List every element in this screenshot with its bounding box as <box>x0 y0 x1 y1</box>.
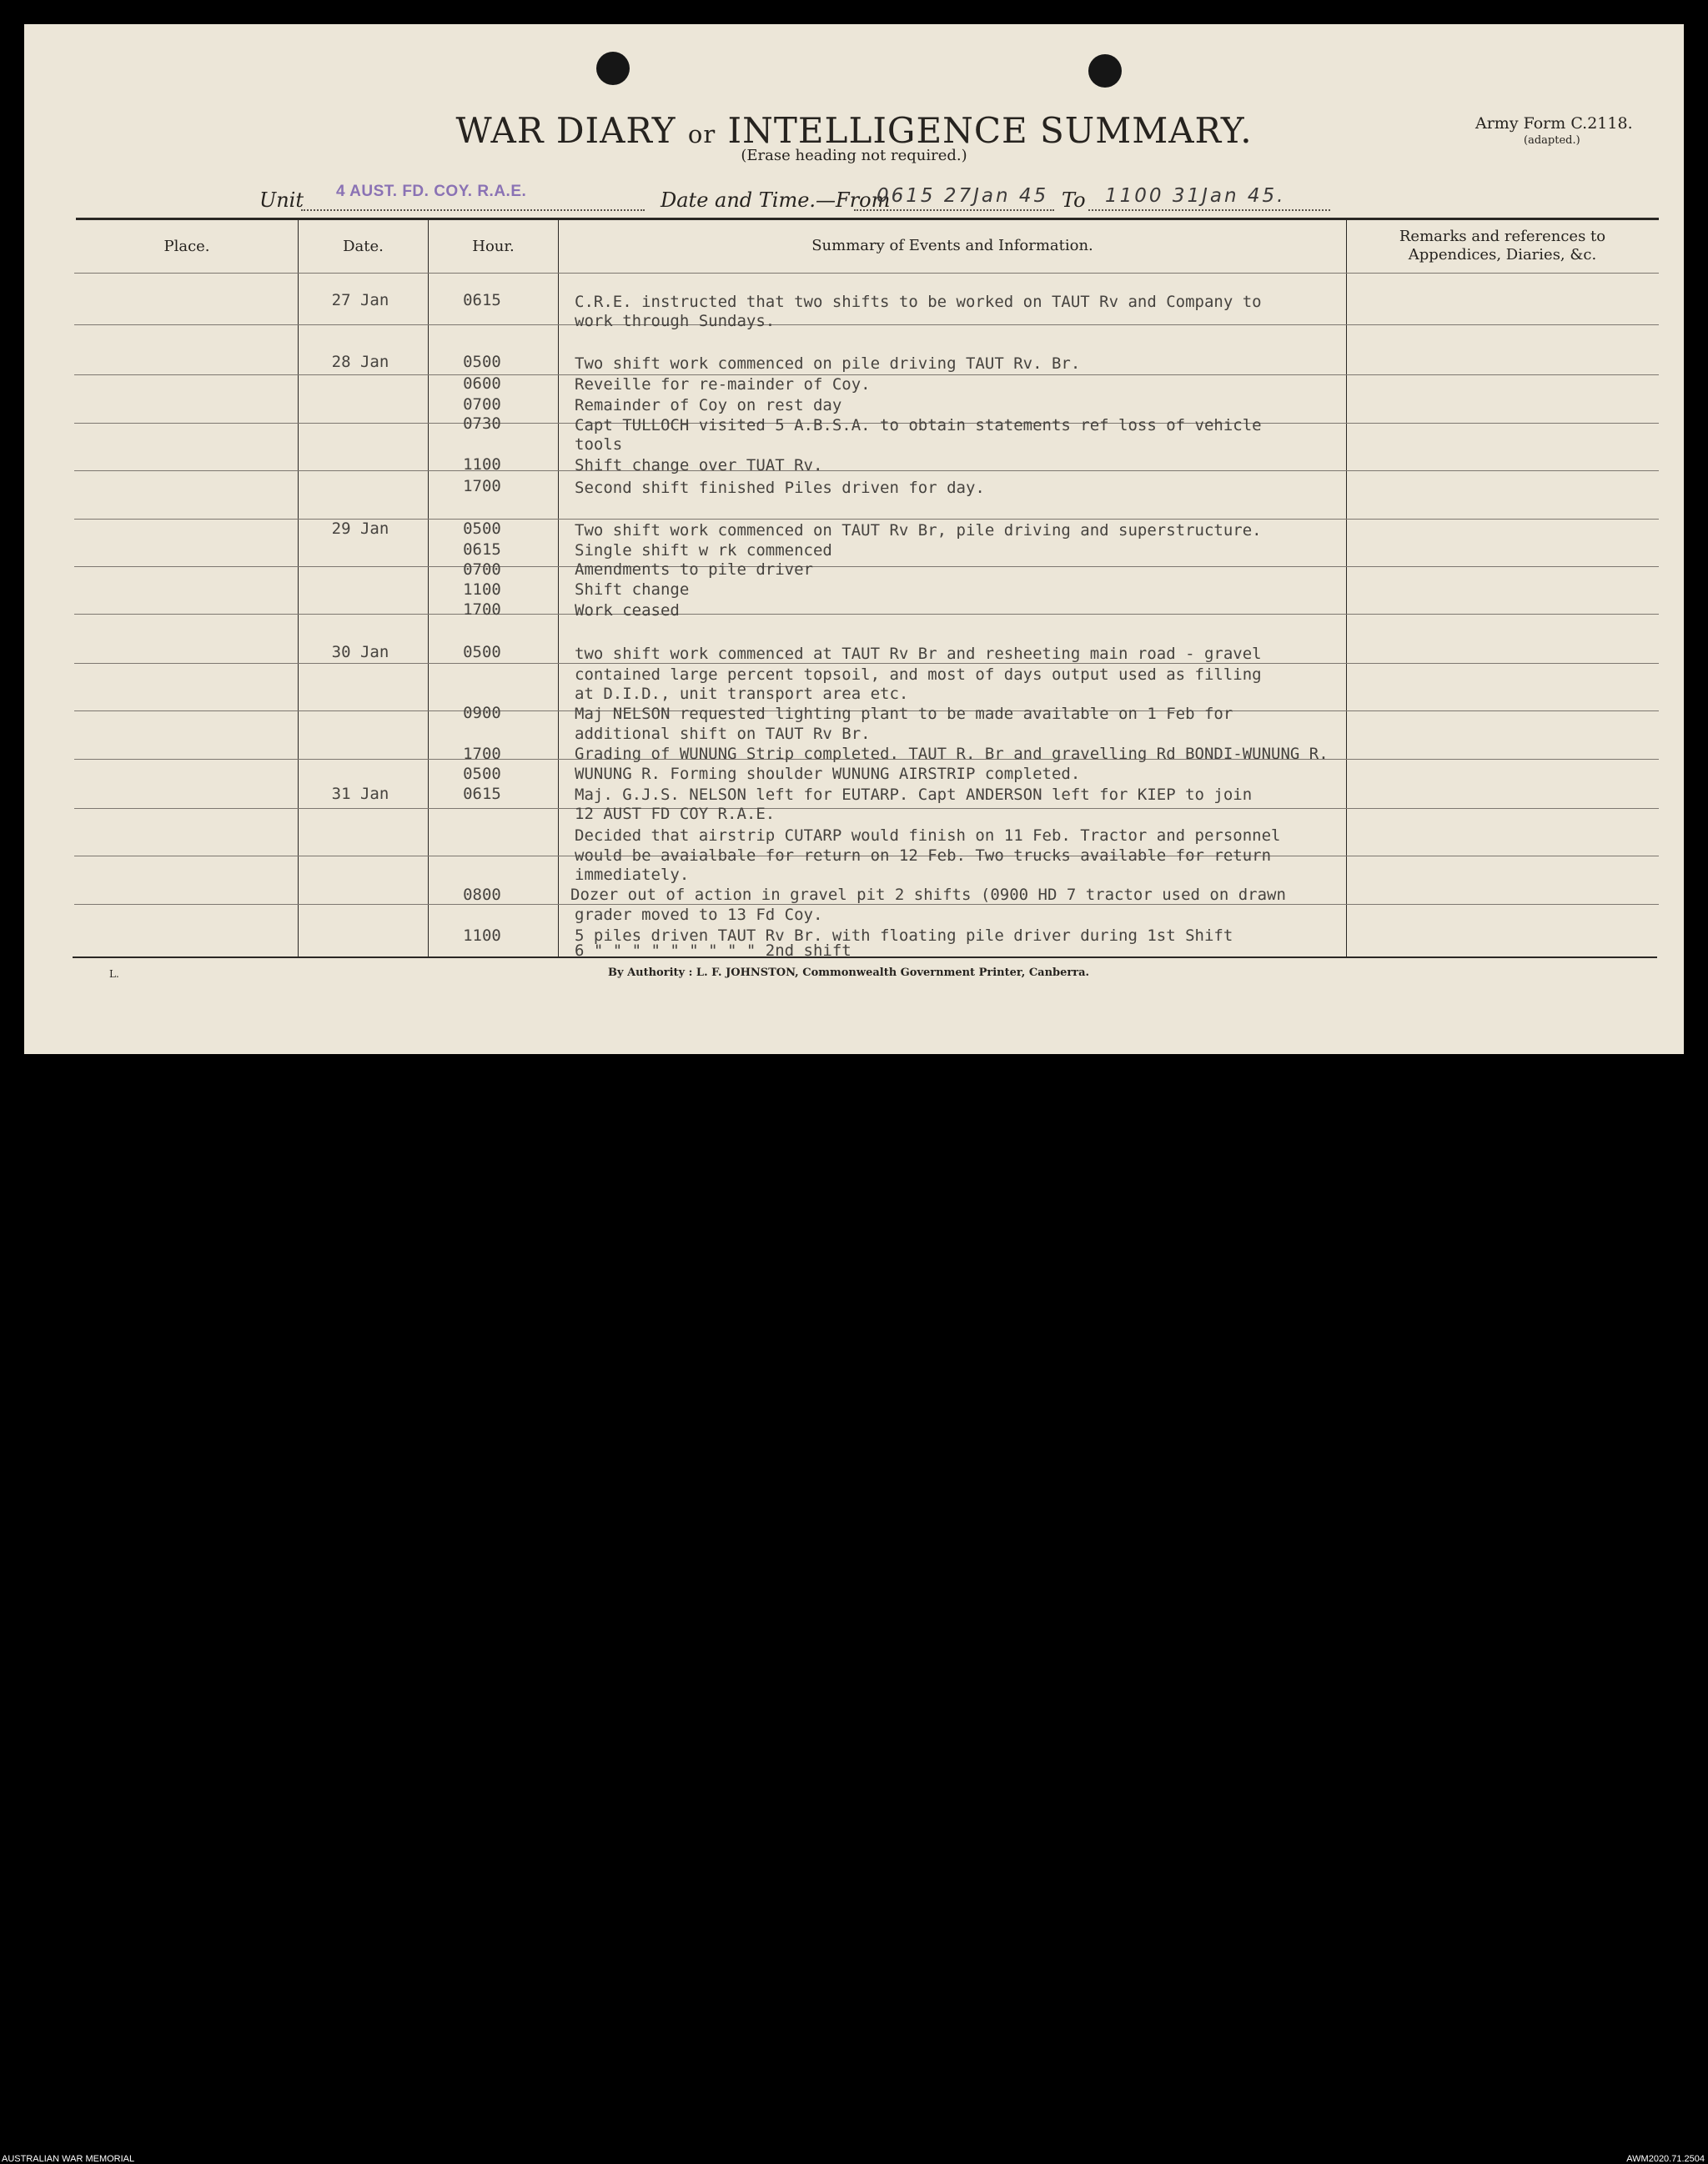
form-subtitle: (Erase heading not required.) <box>741 147 967 164</box>
caption-source: AUSTRALIAN WAR MEMORIAL <box>2 2154 135 2164</box>
entry-hour: 1100 <box>463 455 501 474</box>
entry-hour: 0500 <box>463 353 501 371</box>
ruled-line <box>74 808 1659 809</box>
entry-hour: 0615 <box>463 291 501 309</box>
entry-text: additional shift on TAUT Rv Br. <box>575 725 871 743</box>
entry-text: would be avaialbale for return on 12 Feb. Two trucks available for return <box>575 846 1272 865</box>
entry-hour: 0900 <box>463 704 501 722</box>
footer-form-code: L. <box>109 968 119 980</box>
ruled-line <box>74 273 1659 274</box>
entry-hour: 1700 <box>463 477 501 495</box>
unit-stamp: 4 AUST. FD. COY. R.A.E. <box>336 183 527 200</box>
entry-hour: 0615 <box>463 540 501 559</box>
ruled-line <box>74 614 1659 615</box>
ruled-line <box>74 663 1659 664</box>
to-value: 1100 31Jan 45. <box>1105 185 1286 207</box>
place-column-header: Place. <box>163 238 210 255</box>
entry-text: Two shift work commenced on pile driving TAUT Rv. Br. <box>575 354 1081 373</box>
entry-hour: 0600 <box>463 374 501 393</box>
entry-date: 29 Jan <box>331 520 389 538</box>
entry-text: Second shift finished Piles driven for day. <box>575 479 985 497</box>
entry-text: contained large percent topsoil, and most of days output used as filling <box>575 665 1262 684</box>
caption-accession: AWM2020.71.2504 <box>1626 2154 1705 2164</box>
entry-hour: 1100 <box>463 580 501 599</box>
entry-text: Amendments to pile driver <box>575 560 813 579</box>
entry-text: Shift change <box>575 580 690 599</box>
ruled-line <box>74 470 1659 471</box>
entry-text: grader moved to 13 Fd Coy. <box>575 906 823 924</box>
entry-hour: 1700 <box>463 600 501 619</box>
entry-text: tools <box>575 435 623 454</box>
unit-dotted-line <box>301 209 645 211</box>
from-dotted-line <box>854 209 1054 211</box>
diary-page <box>24 24 1684 1054</box>
title-or: or <box>687 120 716 148</box>
entry-text: work through Sundays. <box>575 312 776 330</box>
table-top-rule <box>76 218 1659 220</box>
entry-hour: 0500 <box>463 520 501 538</box>
entry-text: Grading of WUNUNG Strip completed. TAUT R. Br and gravelling Rd BONDI-WUNUNG R. <box>575 745 1329 763</box>
entry-text: Maj. G.J.S. NELSON left for EUTARP. Capt ANDERSON left for KIEP to join <box>575 786 1253 804</box>
entry-text: Single shift w rk commenced <box>575 541 832 560</box>
ruled-line <box>74 566 1659 567</box>
entry-date: 31 Jan <box>331 785 389 803</box>
to-label: To <box>1062 188 1086 212</box>
entry-hour: 0730 <box>463 414 501 433</box>
col-divider-summary <box>1346 219 1347 956</box>
form-title <box>24 110 1684 151</box>
army-form-adapted: (adapted.) <box>1524 134 1580 147</box>
entry-hour: 0800 <box>463 886 501 904</box>
entry-date: 28 Jan <box>331 353 389 371</box>
entry-text: Shift change over TUAT Rv. <box>575 456 823 474</box>
entry-text: 12 AUST FD COY R.A.E. <box>575 805 776 823</box>
punch-hole-right <box>1088 54 1122 88</box>
entry-text: Work ceased <box>575 601 680 620</box>
entry-hour: 0615 <box>463 785 501 803</box>
entry-text: Remainder of Coy on rest day <box>575 396 842 414</box>
col-divider-hour <box>558 219 559 956</box>
to-dotted-line <box>1088 209 1330 211</box>
title-part-a: WAR DIARY <box>455 110 676 151</box>
entry-text: C.R.E. instructed that two shifts to be worked on TAUT Rv and Company to <box>575 293 1262 311</box>
date-column-header: Date. <box>343 238 384 255</box>
entry-text: Dozer out of action in gravel pit 2 shifts (0900 HD 7 tractor used on drawn <box>570 886 1286 904</box>
entry-text: at D.I.D., unit transport area etc. <box>575 685 909 703</box>
hour-column-header: Hour. <box>472 238 515 255</box>
date-time-label: Date and Time.—From <box>661 188 891 212</box>
entry-hour: 0500 <box>463 643 501 661</box>
ruled-line <box>74 904 1659 905</box>
army-form-number: Army Form C.2118. <box>1475 114 1633 133</box>
entry-text: Decided that airstrip CUTARP would finish on 11 Feb. Tractor and personnel <box>575 826 1281 845</box>
unit-label: Unit <box>259 188 304 212</box>
table-bottom-rule <box>73 956 1657 958</box>
entry-hour: 0700 <box>463 395 501 414</box>
entry-text: Reveille for re-mainder of Coy. <box>575 375 871 394</box>
entry-text: Capt TULLOCH visited 5 A.B.S.A. to obtain statements ref loss of vehicle <box>575 416 1262 434</box>
entry-hour: 0500 <box>463 765 501 783</box>
entry-text: Maj NELSON requested lighting plant to be made available on 1 Feb for <box>575 705 1233 723</box>
summary-column-header: Summary of Events and Information. <box>811 237 1093 254</box>
entry-text: Two shift work commenced on TAUT Rv Br, pile driving and superstructure. <box>575 521 1262 540</box>
entry-text: WUNUNG R. Forming shoulder WUNUNG AIRSTRIP completed. <box>575 765 1081 783</box>
entry-text: two shift work commenced at TAUT Rv Br and resheeting main road - gravel <box>575 645 1262 663</box>
footer-printer-line: By Authority : L. F. JOHNSTON, Commonwealth Government Printer, Canberra. <box>608 967 1090 979</box>
entry-text: 5 piles driven TAUT Rv Br. with floating pile driver during 1st Shift <box>575 926 1233 945</box>
entry-text: 6 " " " " " " " " " 2nd shift <box>575 941 851 960</box>
col-divider-place <box>298 219 299 956</box>
punch-hole-left <box>596 52 630 85</box>
entry-hour: 1700 <box>463 745 501 763</box>
from-value: 0615 27Jan 45 <box>877 185 1049 207</box>
entry-hour: 1100 <box>463 926 501 945</box>
entry-hour: 0700 <box>463 560 501 579</box>
ruled-line <box>74 324 1659 325</box>
entry-date: 27 Jan <box>331 291 389 309</box>
title-part-b: INTELLIGENCE SUMMARY. <box>727 110 1253 151</box>
remarks-column-header: Remarks and references to Appendices, Diaries, &c. <box>1399 228 1606 264</box>
entry-text: immediately. <box>575 866 690 884</box>
caption-strip <box>0 1076 1708 2164</box>
entry-date: 30 Jan <box>331 643 389 661</box>
